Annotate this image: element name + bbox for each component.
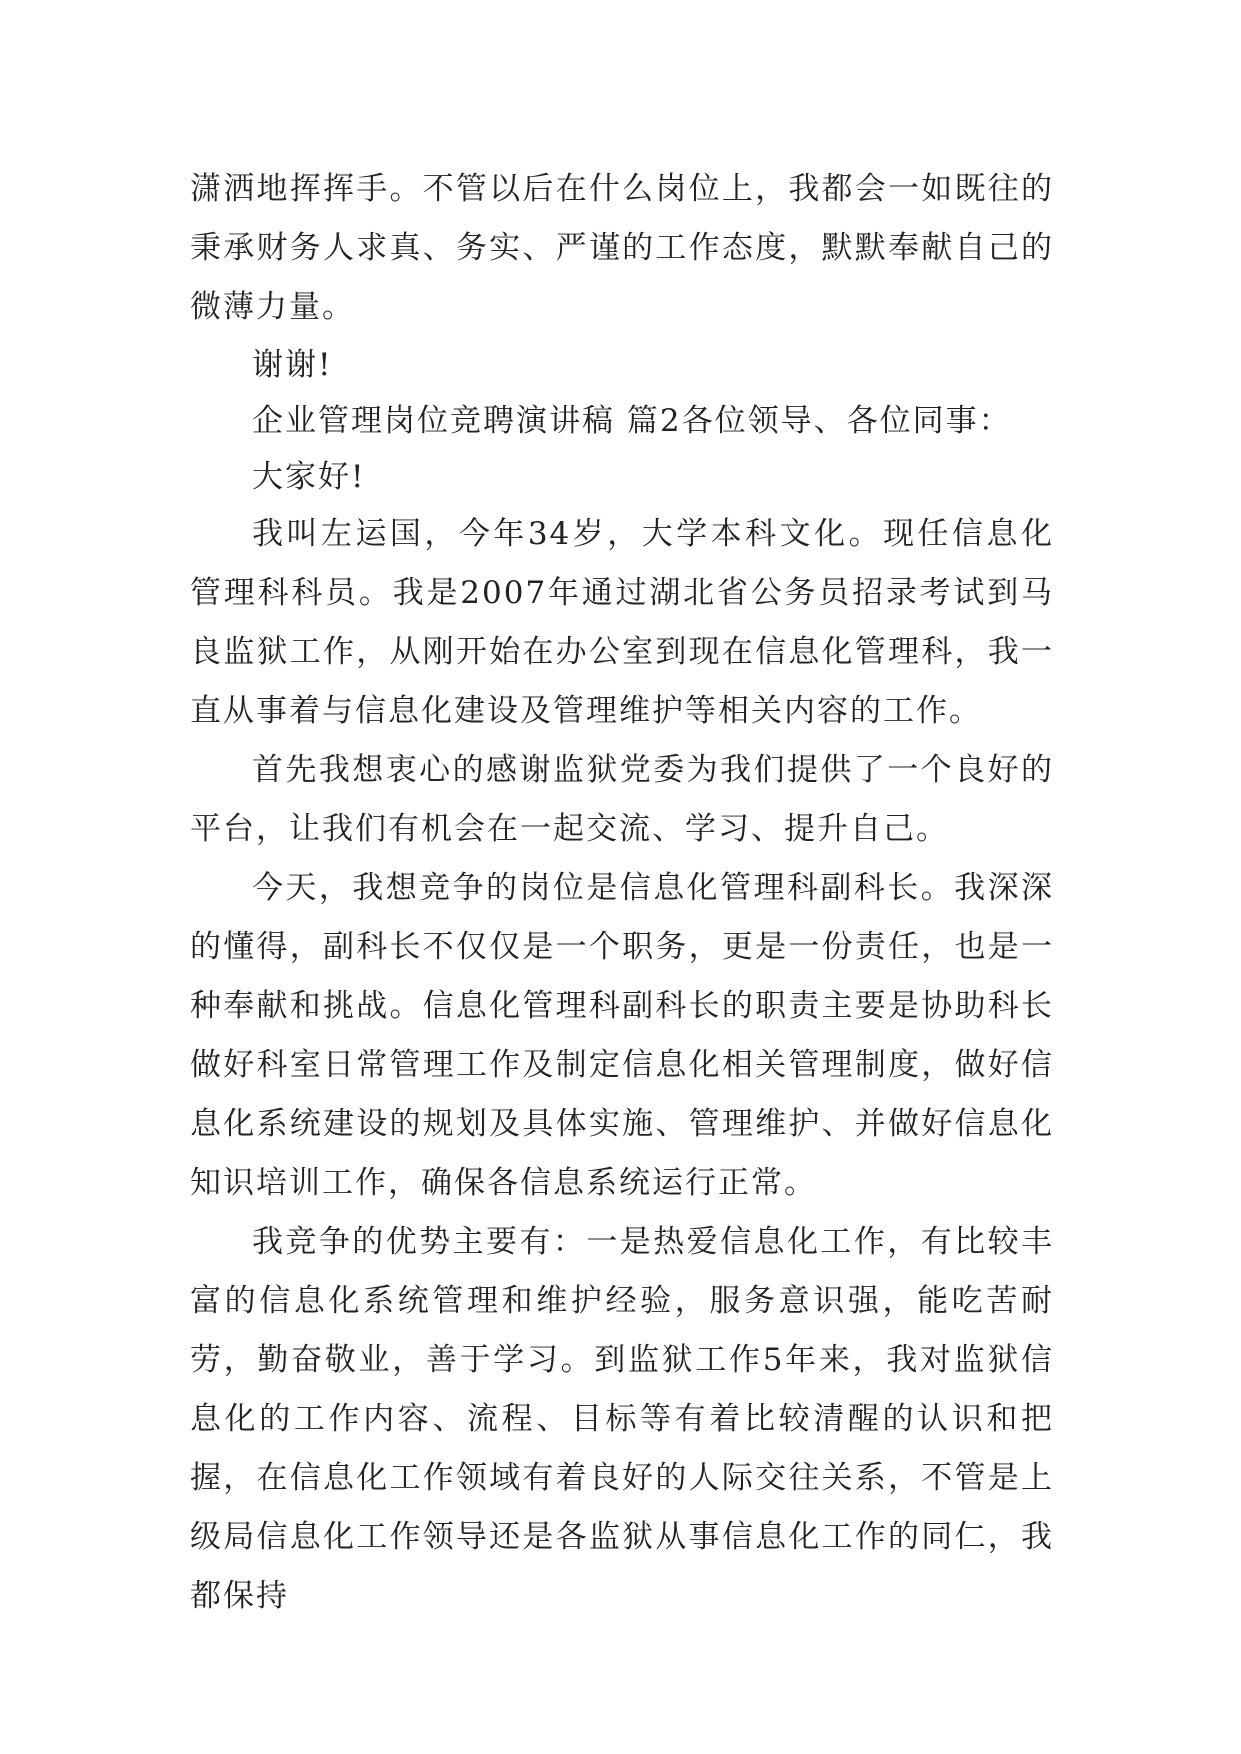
paragraph-closing-continuation: 潇洒地挥挥手。不管以后在什么岗位上，我都会一如既往的秉承财务人求真、务实、严谨的工作态度，默默奉献自己的微薄力量。	[190, 171, 1054, 325]
document-body	[190, 160, 1054, 1626]
paragraph-thanks: 谢谢!	[252, 347, 333, 383]
paragraph-greeting: 大家好!	[252, 459, 366, 495]
paragraph-self-introduction: 我叫左运国，今年34岁，大学本科文化。现任信息化管理科科员。我是2007年通过湖北省公务员招录考试到马良监狱工作，从刚开始在办公室到现在信息化管理科，我一直从事着与信息化建设及管理维护等相关内容的工作。	[190, 516, 1054, 729]
paragraph-section-heading: 企业管理岗位竞聘演讲稿 篇2各位领导、各位同事：	[252, 403, 1012, 439]
paragraph-advantages: 我竞争的优势主要有：一是热爱信息化工作，有比较丰富的信息化系统管理和维护经验，服务意识强，能吃苦耐劳，勤奋敬业，善于学习。到监狱工作5年来，我对监狱信息化的工作内容、流程、目标等有着比较清醒的认识和把握，在信息化工作领域有着良好的人际交往关系，不管是上级局信息化工作领导还是各监狱从事信息化工作的同仁，我都保持	[190, 1224, 1054, 1614]
paragraph-gratitude: 首先我想衷心的感谢监狱党委为我们提供了一个良好的平台，让我们有机会在一起交流、学习、提升自己。	[190, 752, 1054, 847]
paragraph-target-position: 今天，我想竞争的岗位是信息化管理科副科长。我深深的懂得，副科长不仅仅是一个职务，更是一份责任，也是一种奉献和挑战。信息化管理科副科长的职责主要是协助科长做好科室日常管理工作及制定信息化相关管理制度，做好信息化系统建设的规划及具体实施、管理维护、并做好信息化知识培训工作，确保各信息系统运行正常。	[190, 870, 1054, 1201]
